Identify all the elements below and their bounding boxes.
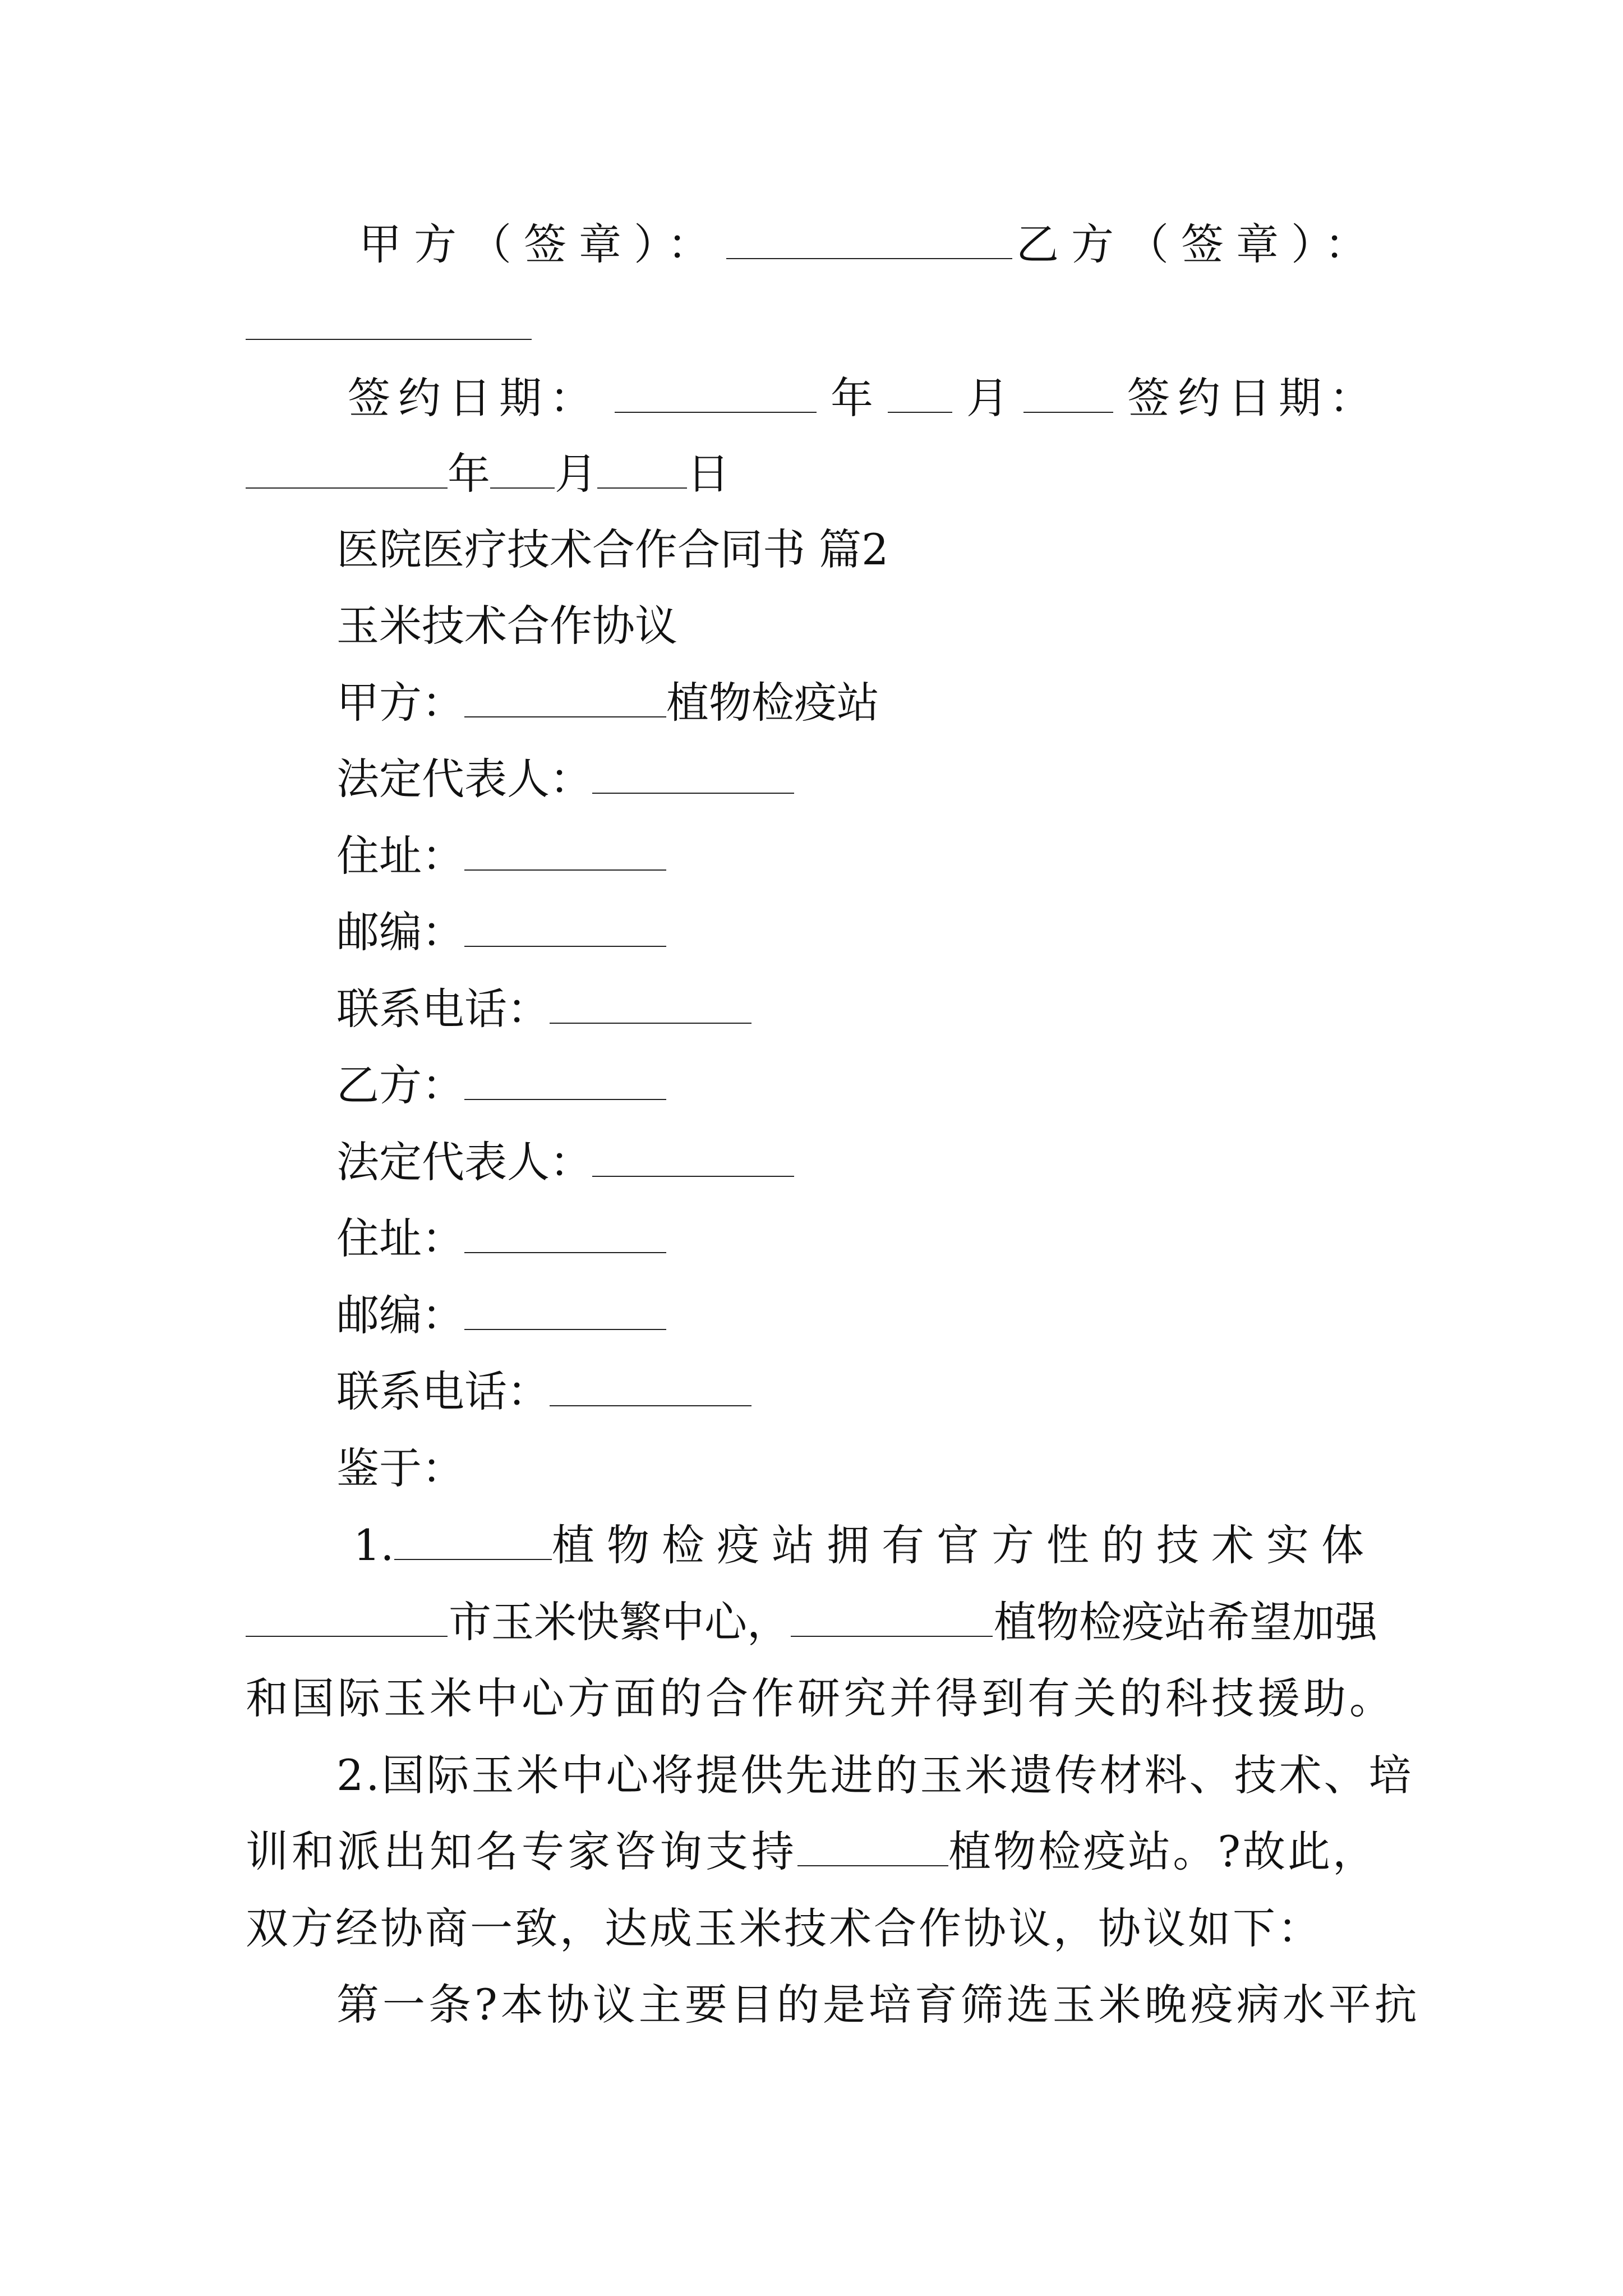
party-a-label: 甲方： (336, 678, 464, 728)
signature-row (359, 217, 1380, 273)
legal-rep-label: 法定代表人： (336, 754, 592, 804)
address-label: 住址： (336, 831, 464, 881)
whereas-item1-line1 (353, 1517, 1376, 1573)
whereas-item2-line3: 双方经协商一致，达成玉米技术合作协议，协议如下： (246, 1903, 1322, 1953)
date2-day-blank[interactable] (597, 454, 687, 489)
party-b-legal-rep-row (336, 1134, 794, 1190)
item1-blank-1[interactable] (394, 1525, 552, 1560)
postcode-label: 邮编： (336, 1290, 464, 1340)
address-label: 住址： (336, 1213, 464, 1263)
whereas-item2-line2 (246, 1824, 1377, 1880)
item1-text-c: 植物检疫站希望加强 (994, 1597, 1377, 1647)
whereas-item1-line3: 和国际玉米中心方面的合作研究并得到有关的科技援助。 (246, 1673, 1395, 1723)
party-a-name-blank[interactable] (464, 683, 666, 717)
party-b-row (336, 1057, 666, 1114)
whereas-item1-line2 (246, 1594, 1377, 1650)
party-a-postcode-blank[interactable] (464, 912, 666, 947)
date-month-label: 月 (966, 373, 1009, 423)
signature-row-continued (246, 297, 532, 353)
party-a-address-blank[interactable] (464, 836, 666, 871)
party-b-phone-row (336, 1364, 751, 1420)
item1-blank-2[interactable] (246, 1602, 448, 1637)
item1-blank-3[interactable] (791, 1602, 993, 1637)
party-b-postcode-row (336, 1287, 666, 1343)
phone-label: 联系电话： (336, 1366, 550, 1416)
party-b-postcode-blank[interactable] (464, 1295, 666, 1330)
party-a-row (336, 675, 879, 731)
date2-month-label: 月 (555, 449, 597, 499)
item1-text-b: 市玉米快繁中心， (449, 1597, 790, 1647)
party-a-signature-label: 甲方（签章）： (359, 219, 722, 269)
date-label: 签约日期： (348, 373, 600, 423)
item2-blank[interactable] (797, 1832, 948, 1866)
postcode-label: 邮编： (336, 907, 464, 957)
party-a-signature-blank[interactable] (726, 224, 1012, 259)
section-heading: 医院医疗技术合作合同书 篇2 (336, 524, 889, 574)
party-b-name-blank[interactable] (464, 1065, 666, 1100)
date-year-blank[interactable] (615, 378, 817, 413)
party-a-suffix: 植物检疫站 (666, 678, 879, 728)
date2-month-blank[interactable] (490, 454, 555, 489)
party-b-address-row (336, 1211, 666, 1267)
date-label-2: 签约日期： (1127, 373, 1380, 423)
whereas-label: 鉴于： (336, 1443, 464, 1493)
party-b-signature-label: 乙方（签章）： (1016, 219, 1380, 269)
party-b-legal-rep-blank[interactable] (592, 1142, 794, 1177)
date-month-blank[interactable] (888, 378, 952, 413)
party-b-address-blank[interactable] (464, 1218, 666, 1253)
party-a-postcode-row (336, 904, 666, 960)
phone-label: 联系电话： (336, 984, 550, 1034)
article-1-text: 第一条?本协议主要目的是培育筛选玉米晚疫病水平抗 (336, 1980, 1421, 2030)
date-row-continued (246, 446, 730, 502)
date-year-label: 年 (831, 373, 873, 423)
item1-number: 1. (353, 1520, 394, 1570)
date-day-blank[interactable] (1023, 378, 1113, 413)
party-a-legal-rep-row (336, 751, 794, 807)
agreement-title: 玉米技术合作协议 (336, 601, 677, 651)
date2-day-label: 日 (687, 449, 730, 499)
whereas-item2-line1: 2.国际玉米中心将提供先进的玉米遗传材料、技术、培 (336, 1750, 1414, 1800)
item2-text-b: 训和派出知名专家咨询支持 (246, 1826, 797, 1876)
party-b-label: 乙方： (336, 1060, 464, 1110)
party-b-signature-blank[interactable] (246, 305, 532, 340)
party-a-legal-rep-blank[interactable] (592, 759, 794, 794)
party-a-address-row (336, 828, 666, 884)
date-row (348, 370, 1380, 426)
date2-year-blank[interactable] (246, 454, 448, 489)
party-a-phone-row (336, 981, 751, 1037)
legal-rep-label: 法定代表人： (336, 1137, 592, 1187)
date2-year-label: 年 (448, 449, 490, 499)
party-a-phone-blank[interactable] (550, 989, 751, 1024)
item2-text-c: 植物检疫站。?故此， (948, 1826, 1377, 1876)
item1-text-a: 植物检疫站拥有官方性的技术实体 (552, 1520, 1376, 1570)
party-b-phone-blank[interactable] (550, 1372, 751, 1406)
